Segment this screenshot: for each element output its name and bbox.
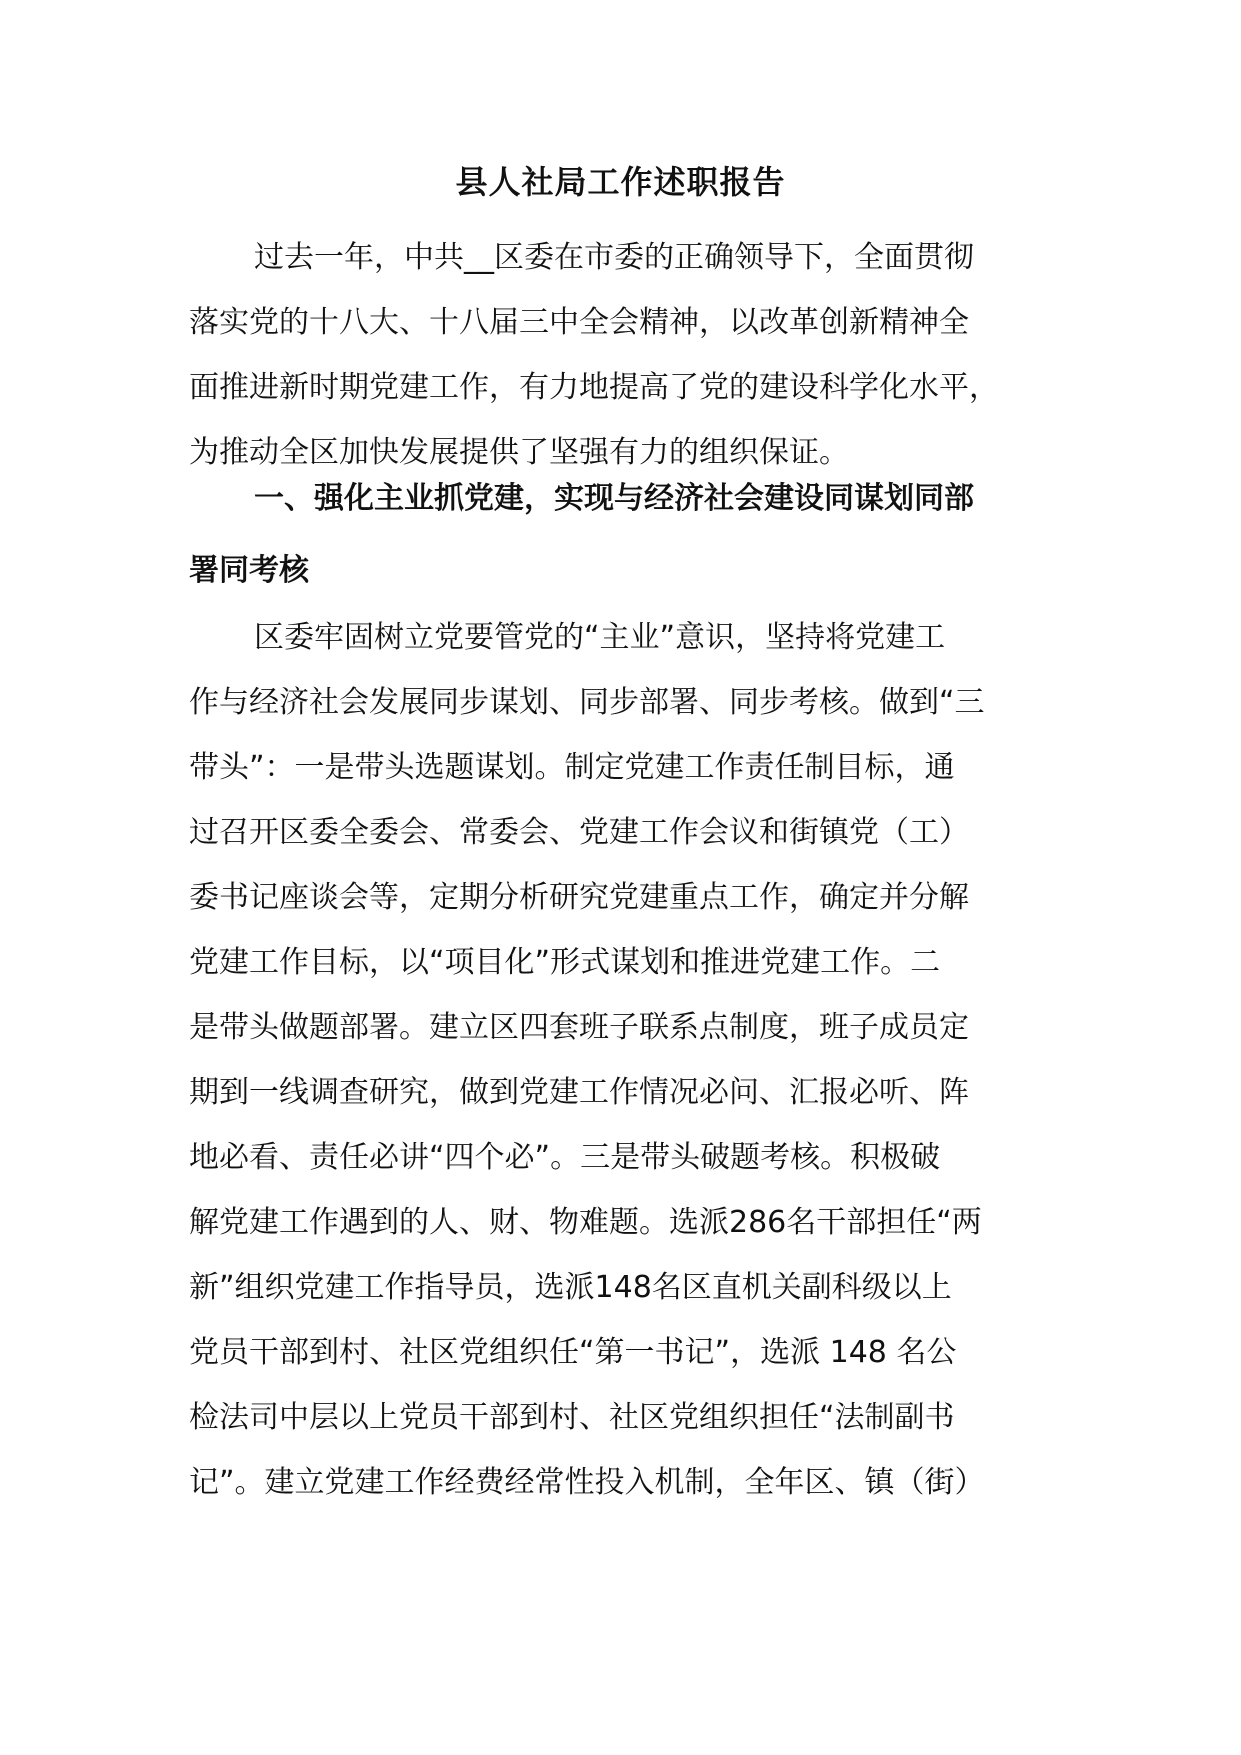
text-line: 过去一年，中共__区委在市委的正确领导下，全面贯彻 — [254, 240, 974, 275]
heading-line: 署同考核 — [189, 553, 309, 588]
text-line: 落实党的十八大、十八届三中全会精神，以改革创新精神全 — [189, 305, 969, 340]
text-line: 作与经济社会发展同步谋划、同步部署、同步考核。做到“三 — [189, 685, 985, 720]
text-line: 为推动全区加快发展提供了坚强有力的组织保证。 — [189, 435, 849, 470]
section-body-paragraph — [189, 605, 1059, 1515]
text-line: 党员干部到村、社区党组织任“第一书记”，选派 148 名公 — [189, 1335, 957, 1370]
document-title: 县人社局工作述职报告 — [455, 163, 786, 201]
text-line: 党建工作目标，以“项目化”形式谋划和推进党建工作。二 — [189, 945, 941, 980]
text-line: 区委牢固树立党要管党的“主业”意识，坚持将党建工 — [254, 620, 946, 655]
intro-paragraph — [189, 225, 1059, 485]
text-line: 解党建工作遇到的人、财、物难题。选派286名干部担任“两 — [189, 1205, 982, 1240]
text-line: 面推进新时期党建工作，有力地提高了党的建设科学化水平， — [189, 370, 999, 405]
text-line: 过召开区委全委会、常委会、党建工作会议和街镇党（工） — [189, 815, 969, 850]
text-line: 地必看、责任必讲“四个必”。三是带头破题考核。积极破 — [189, 1140, 941, 1175]
text-line: 期到一线调查研究，做到党建工作情况必问、汇报必听、阵 — [189, 1075, 969, 1110]
heading-line: 一、强化主业抓党建，实现与经济社会建设同谋划同部 — [254, 481, 974, 516]
text-line: 记”。建立党建工作经费经常性投入机制，全年区、镇（街） — [189, 1465, 985, 1500]
text-line: 检法司中层以上党员干部到村、社区党组织担任“法制副书 — [189, 1400, 955, 1435]
text-line: 带头”：一是带头选题谋划。制定党建工作责任制目标，通 — [189, 750, 955, 785]
text-line: 新”组织党建工作指导员，选派148名区直机关副科级以上 — [189, 1270, 952, 1305]
text-line: 委书记座谈会等，定期分析研究党建重点工作，确定并分解 — [189, 880, 969, 915]
text-line: 是带头做题部署。建立区四套班子联系点制度，班子成员定 — [189, 1010, 969, 1045]
section-heading — [189, 463, 1059, 607]
